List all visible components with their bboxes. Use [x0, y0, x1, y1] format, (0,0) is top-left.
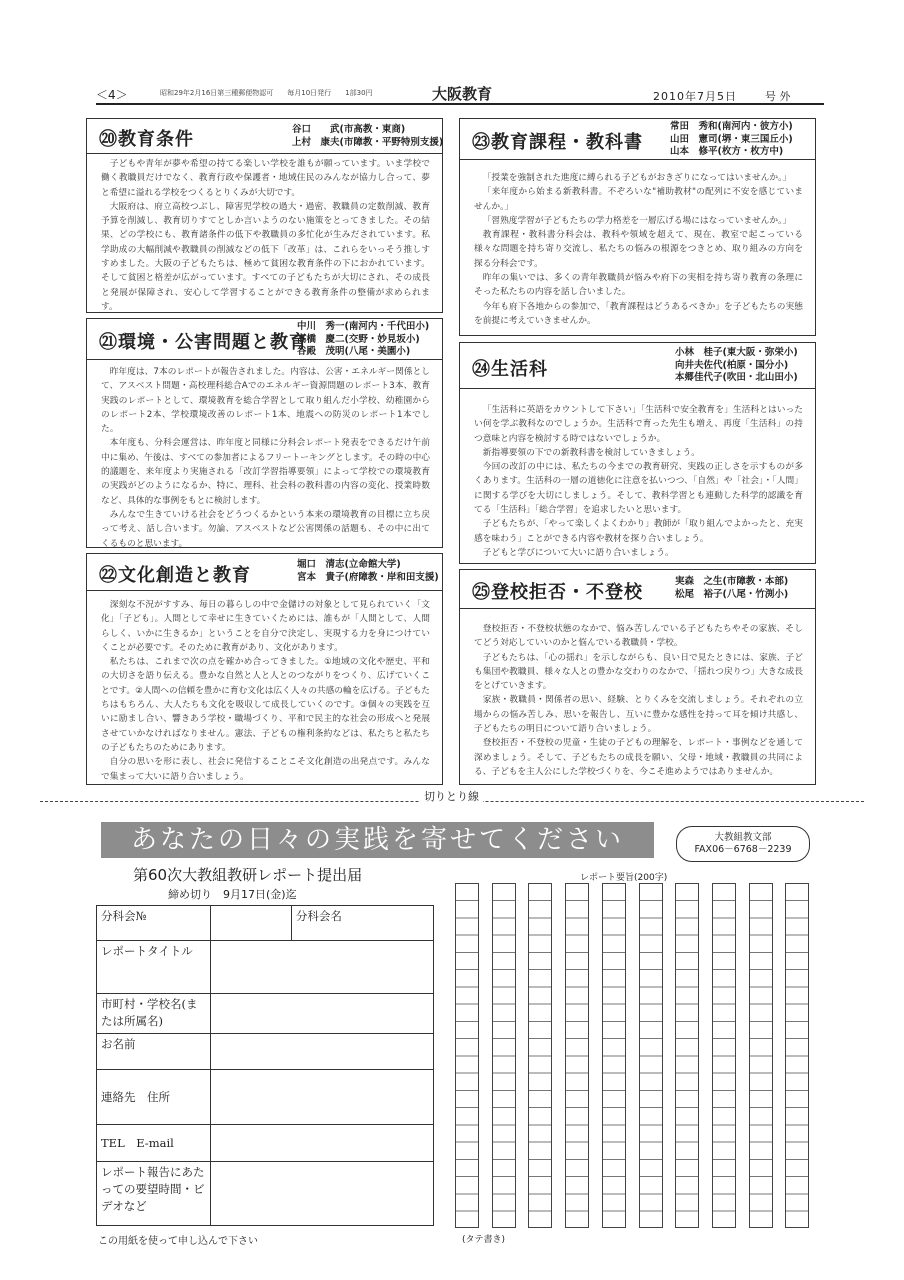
section-paragraph: 登校拒否・不登校状態のなかで、悩み苦しんでいる子どもたちやその家族、そしてどう対応していいのかと悩んでいる教職員・学校。	[474, 624, 803, 649]
section-culture	[86, 553, 443, 785]
report-title-label: レポートタイトル	[97, 940, 211, 993]
section-paragraph: みんなで生きていける社会をどうつくるかという本来の環境教育の目標に立ち戻って考え、話し合います。勿論、アスベストなど公害関係の話題も、その中に出てくるものと思います。	[101, 509, 430, 549]
section-author: 谷口 武(市高教・東商)	[292, 124, 406, 135]
report-title-field[interactable]	[210, 940, 433, 993]
section-paragraph: 教育課程・教科書分科会は、教科や領域を超えて、現在、教室で起こっている様々な問題を持ち寄り交流し、私たちの悩みの根源をつきとめ、取り組みの方向を探る分科会です。	[474, 230, 803, 269]
section-paragraph: 大阪府は、府立高校つぶし、障害児学校の過大・過密、教職員の定数削減、教育予算を削減し、教育切りすてとしか言いようのない施策をとってきました。その結果、どの学校にも、教育諸条件の低下や教職員の多忙化が生みだされています。私学助成の大幅削減や教職員の削減などの低下「改革」は、これらをいっそう推しすすめました。大阪の子どもたちは、極めて貧困な教育条件の下におかれています。そして貧困と格差が広がっています。すべての子どもたちが大切にされ、その成長と発展が保障され、安心して学習することができる教育条件の整備が求められます。	[101, 201, 430, 312]
section-author: 松尾 裕子(八尾・竹渕小)	[675, 588, 789, 600]
section-paragraph: 昨年度は、7本のレポートが報告されました。内容は、公害・エネルギー関係として、アスベスト問題・高校理科総合Aでのエネルギー資源問題のレポート3本、教育実践のレポートとして、環境教育を総合学習として取り組んだ小学校、幼稚園からのレポート2本、学校環境改善のレポート1本、地震への防災のレポート1本でした。	[101, 367, 430, 435]
section-author: 本郷佳代子(吹田・北山田小)	[675, 372, 798, 383]
section-author: 上村 康夫(市障教・平野特別支援)	[292, 136, 444, 148]
summary-grid[interactable]	[455, 883, 810, 1228]
bunka-name-field[interactable]	[291, 906, 433, 941]
section-author: 中川 秀一(南河内・千代田小)	[297, 321, 430, 332]
section-title: ㉓教育課程・教科書	[472, 132, 643, 153]
section-environment	[86, 318, 443, 548]
section-author: 実森 之生(市障教・本部)	[675, 576, 789, 587]
grid-column	[492, 883, 516, 1228]
section-paragraph: 自分の思いを形に表し、社会に発信することこそ文化創造の出発点です。みんなで集まって大いに語り合いましょう。	[101, 757, 430, 782]
section-author: 宮本 貴子(府障教・岸和田支援)	[297, 571, 439, 583]
section-paragraph: 家族・教職員・関係者の思い、経験、とりくみを交流しましょう。それぞれの立場からの悩み苦しみ、思いを報告し、互いに豊かな感性を持って耳を傾け共感し、子どもたちの明日について語り合いましょう。	[474, 695, 803, 735]
form-title: 第60次大教組教研レポート提出届	[133, 866, 363, 884]
section-paragraph: 昨年の集いでは、多くの青年教職員が悩みや府下の実相を持ち寄り教育の条理にそった私たちの内容を話し合いました。	[474, 273, 803, 298]
section-paragraph: 「習熟度学習が子どもたちの学力格差を一層広げる場にはなっていませんか。」	[482, 215, 792, 226]
school-field[interactable]	[210, 994, 433, 1034]
cut-line-label: 切りとり線	[420, 788, 483, 804]
section-paragraph: 子どもと学びについて大いに語り合いましょう。	[482, 547, 674, 558]
section-education-conditions	[86, 118, 443, 313]
section-author: 向井夫佐代(柏原・国分小)	[675, 359, 789, 371]
header-rule	[96, 103, 824, 105]
contact-label: 連絡先 住所	[97, 1070, 211, 1125]
grid-column	[675, 883, 699, 1228]
section-paragraph: 深刻な不況がすすみ、毎日の暮らしの中で金儲けの対象として見られていく「文化」「子ども」。人間として幸せに生きていくためには、誰もが「人間として、人間らしく、いかに生きるか」ということを自分で決定し、実現する力を身につけていくことが必要です。そのために教育があり、文化があります。	[101, 600, 430, 653]
section-paragraph: 本年度も、分科会運営は、昨年度と同様に分科会レポート発表をできるだけ午前中に集め、午後は、すべての参加者によるフリートーキングとします。その時の中心的議題を、来年度より実施される「改訂学習指導要領」によって学校での環境教育の実践がどのようになるか、特に、理科、社会科の教科書の内容の変化、授業時数など、具体的な事例をもとに検討します。	[101, 438, 431, 506]
section-author: 小林 桂子(東大阪・弥栄小)	[675, 347, 798, 358]
section-author: 堀口 清志(立命館大学)	[297, 559, 401, 570]
grid-column	[749, 883, 773, 1228]
school-label: 市町村・学校名(または所属名)	[97, 994, 211, 1034]
section-paragraph: 私たちは、これまで次の点を確かめ合ってきました。①地域の文化や歴史、平和の大切さを語り伝える。豊かな自然と人と人とのつながりをつくり、広げていくことです。②人間への信頼を豊かに育む文化は広く人々の共感の輪を広げる。子どもたちはもちろん、大人たちも文化を吸収して成長していくのです。③個々の実践を互いに励まし合い、響きあう学校・職場づくり、平和で民主的な社会の形成へと発展させていかなければなりません。憲法、子どもの権利条約などは、私たちと私たちの子どもたちのためにあります。	[101, 657, 430, 753]
masthead: 大阪教育	[432, 85, 493, 103]
section-paragraph: 「来年度から始まる新教科書。不ぞろいな"補助教材"の配列に不安を感じていませんか。」	[474, 187, 803, 212]
grid-column	[602, 883, 626, 1228]
grid-column	[639, 883, 663, 1228]
section-title: ㉔生活科	[472, 359, 548, 380]
section-paragraph: 今年も府下各地からの参加で、「教育課程はどうあるべきか」を子どもたちの実態を前提に考えていきませんか。	[474, 301, 803, 326]
grid-footer: (タテ書き)	[462, 1235, 506, 1245]
form-office-box	[676, 826, 810, 862]
grid-label: レポート要旨(200字)	[580, 873, 668, 883]
section-life-studies	[459, 342, 816, 564]
form-banner: あなたの日々の実践を寄せてください	[101, 822, 654, 858]
grid-column	[785, 883, 809, 1228]
issue-label: 号 外	[765, 90, 791, 103]
tel-field[interactable]	[210, 1125, 433, 1162]
bunka-no-field[interactable]	[210, 906, 291, 941]
postal-info: 昭和29年2月16日第三種郵便物認可 毎月10日発行 1部30円	[160, 89, 373, 97]
name-label: お名前	[97, 1034, 211, 1070]
section-paragraph: 子どもや青年が夢や希望の持てる楽しい学校を誰もが願っています。いま学校で働く教職員だけでなく、教育行政や保護者・地域住民のみんなが協力し合って、夢と希望に溢れる学校をつくるとりくみが大切です。	[101, 159, 430, 198]
section-paragraph: 子どもたちが、「やって楽しくよくわかり」教師が「取り組んでよかったと、充実感を味わう」ことができる内容や教材を探り合いましょう。	[474, 519, 803, 544]
bunka-no-label: 分科会№	[97, 906, 211, 941]
section-paragraph: 「生活科に英語をカウントして下さい」「生活科で安全教育を」生活科とはいったい何を学ぶ教科なのでしょうか。生活科で育った先生も増え、再度「生活科」の持つ意味と内容を検討する時ではないでしょうか。	[474, 405, 803, 444]
section-paragraph: 今回の改訂の中には、私たちの今までの教育研究、実践の正しさを示すものが多くあります。生活科の一層の道徳化に注意を払いつつ、「自然」や「社会」・「人間」に関する学びを大切にしましょう。そして、教科学習とも連動した科学的認識を育てる「生活科」「総合学習」を追求したいと思います。	[474, 462, 803, 516]
section-author: 山田 憲司(堺・東三国丘小)	[670, 133, 793, 145]
section-author: 常田 秀和(南河内・彼方小)	[670, 121, 793, 132]
section-paragraph: 登校拒否・不登校の児童・生徒の子どもの理解を、レポート・事例などを通して深めましょう。そして、子どもたちの成長を願い、父母・地域・教職員の共同による、子どもを主人公にした学校づくりを、今こそ進めようではありませんか。	[474, 738, 803, 777]
section-title: ㉒文化創造と教育	[99, 565, 251, 586]
form-footer-note: この用紙を使って申し込んで下さい	[98, 1236, 258, 1247]
form-office: 大教組教文部	[714, 832, 772, 843]
page-number: ＜4＞	[96, 88, 128, 102]
name-field[interactable]	[210, 1034, 433, 1070]
section-school-refusal	[459, 569, 816, 785]
issue-date: 2010年7月5日	[653, 90, 737, 103]
tel-label: TEL E-mail	[97, 1125, 211, 1162]
section-curriculum	[459, 118, 816, 336]
section-paragraph: 子どもたちは、「心の揺れ」を示しながらも、良い日で見たときには、家族、子ども集団や教職員、様々な人との豊かな交わりのなかで、「揺れつ戻りつ」大きな成長をとげていきます。	[474, 652, 803, 692]
contact-field[interactable]	[210, 1070, 433, 1125]
section-paragraph: 「授業を強制された進度に縛られる子どもがおきざりになってはいませんか。」	[482, 173, 792, 183]
report-form-table	[96, 905, 434, 1226]
form-deadline: 締め切り 9月17日(金)迄	[168, 888, 297, 901]
bunka-name-label: 分科会名	[295, 909, 342, 923]
section-title: ㉕登校拒否・不登校	[472, 582, 643, 603]
notes-label: レポート報告にあたっての要望時間・ビデオなど	[97, 1162, 211, 1226]
section-paragraph: 新指導要領の下での新教科書を検討していきましょう。	[482, 447, 700, 458]
grid-column	[528, 883, 552, 1228]
form-fax: FAX06－6768－2239	[694, 844, 792, 855]
grid-column	[565, 883, 589, 1228]
section-author: 高橋 慶二(交野・妙見坂小)	[297, 333, 420, 345]
grid-column	[712, 883, 736, 1228]
section-author: 山本 修平(枚方・枚方中)	[670, 146, 784, 157]
section-author: 谷殿 茂明(八尾・美園小)	[297, 346, 411, 357]
grid-column	[455, 883, 479, 1228]
notes-field[interactable]	[210, 1162, 433, 1226]
section-title: ㉑環境・公害問題と教育	[99, 332, 308, 353]
section-title: ⑳教育条件	[99, 129, 194, 150]
